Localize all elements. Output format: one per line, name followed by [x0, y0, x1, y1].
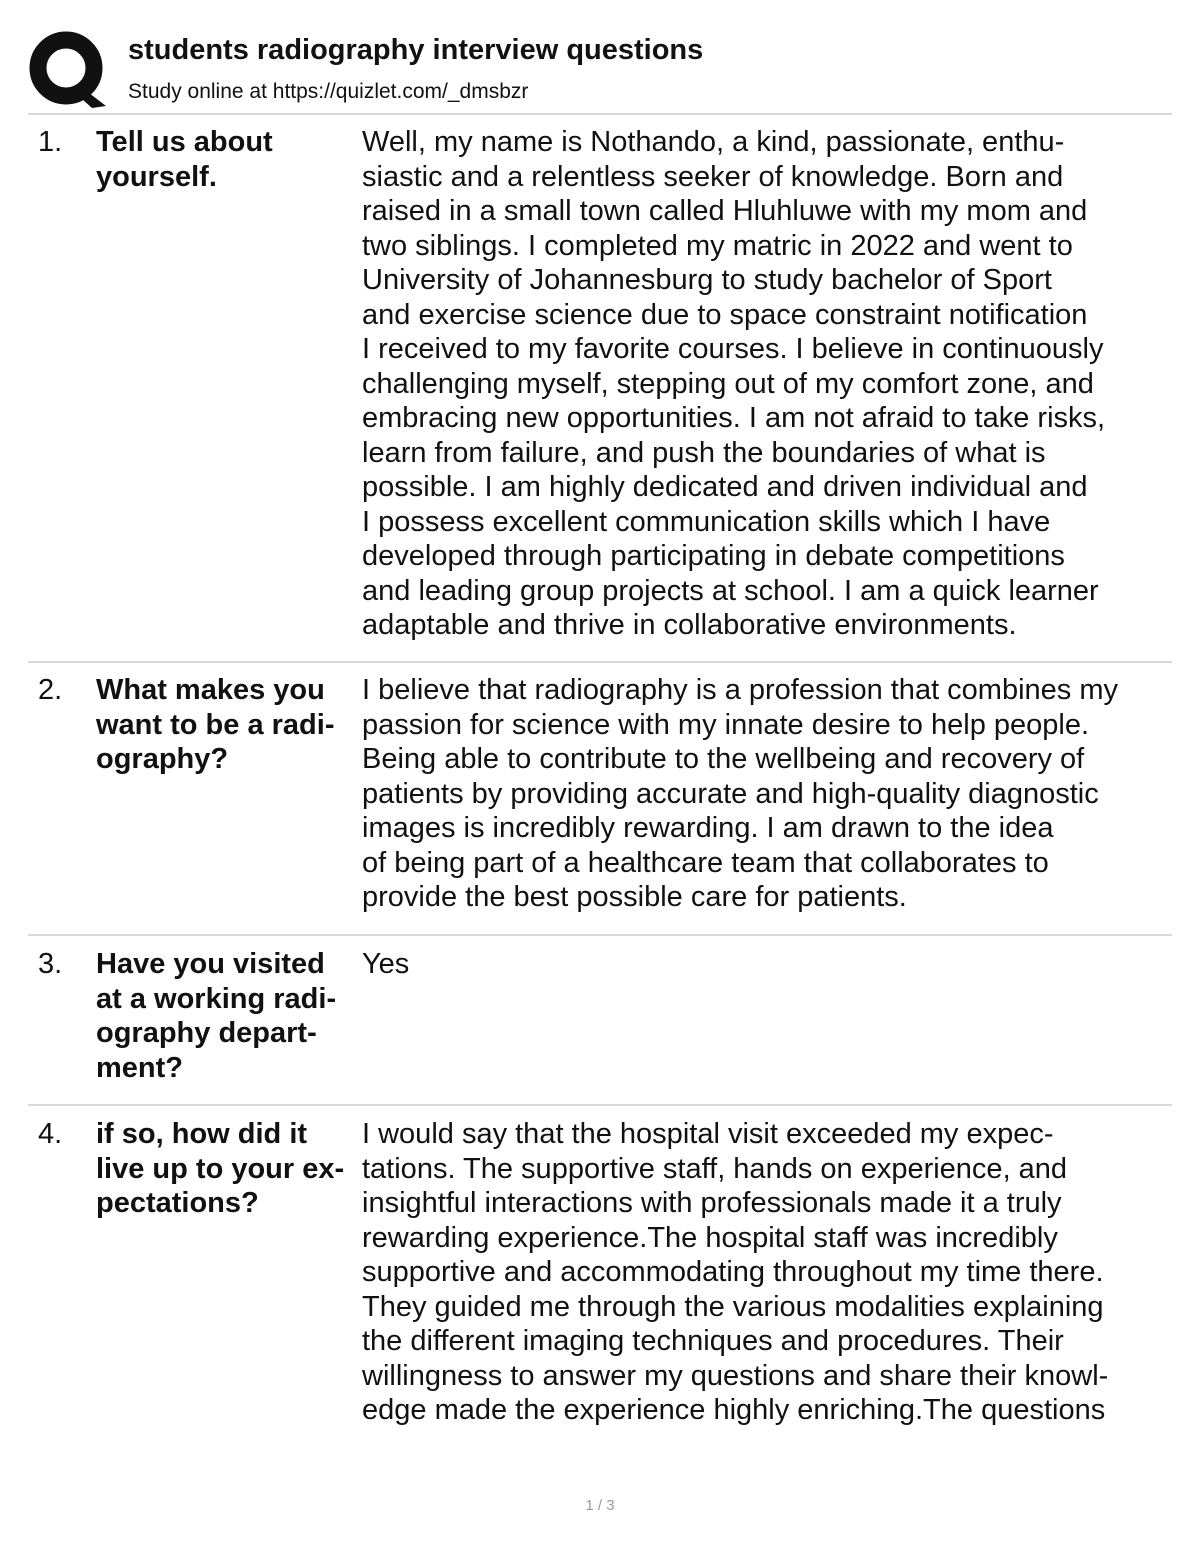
- item-number: 4.: [38, 1118, 63, 1150]
- divider: [28, 1104, 1172, 1106]
- document-header: [28, 28, 1172, 108]
- question-text: if so, how did it live up to your ex- pectations?: [96, 1118, 345, 1219]
- study-online-link-text: Study online at https://quizlet.com/_dmsbzr: [128, 80, 529, 103]
- divider: [28, 113, 1172, 115]
- divider: [28, 934, 1172, 936]
- page-title: students radiography interview questions: [128, 34, 704, 66]
- divider: [28, 661, 1172, 663]
- item-number: 3.: [38, 948, 63, 980]
- question-text: Have you visited at a working radi- ography depart- ment?: [96, 948, 337, 1084]
- item-number: 2.: [38, 674, 63, 706]
- item-number: 1.: [38, 126, 63, 158]
- answer-text: Yes: [362, 948, 410, 980]
- question-text: Tell us about yourself.: [96, 126, 273, 193]
- quizlet-logo-icon: [28, 30, 108, 110]
- answer-text: Well, my name is Nothando, a kind, passionate, enthu- siastic and a relentless seeker of knowledge. Born and raised in a small town called Hluhluwe with my mom and two siblings. I completed my matric in 2022 and went to University of Johannesburg to study bachelor of Sport and exercise science due to space constraint notification I received to my favorite courses. I believe in continuously challenging myself, stepping out of my comfort zone, and embracing new opportunities. I am not afraid to take risks, learn from failure, and push the boundaries of what is possible. I am highly dedicated and driven individual and I possess excellent communication skills which I have developed through participating in debate competitions and leading group projects at school. I am a quick learner adaptable and thrive in collaborative environments.: [362, 126, 1106, 641]
- page-number: 1 / 3: [585, 1497, 615, 1514]
- question-text: What makes you want to be a radi- ography?: [96, 674, 335, 775]
- answer-text: I would say that the hospital visit exceeded my expec- tations. The supportive staff, hands on experience, and insightful interactions with professionals made it a truly rewarding experience.The hospital staff was incredibly supportive and accommodating throughout my time there. They guided me through the various modalities explaining the different imaging techniques and procedures. Their willingness to answer my questions and share their knowl- edge made the experience highly enriching.The questions: [362, 1118, 1109, 1426]
- answer-text: I believe that radiography is a profession that combines my passion for science with my innate desire to help people. Being able to contribute to the wellbeing and recovery of patients by providing accurate and high-quality diagnostic images is incredibly rewarding. I am drawn to the idea of being part of a healthcare team that collaborates to provide the best possible care for patients.: [362, 674, 1119, 913]
